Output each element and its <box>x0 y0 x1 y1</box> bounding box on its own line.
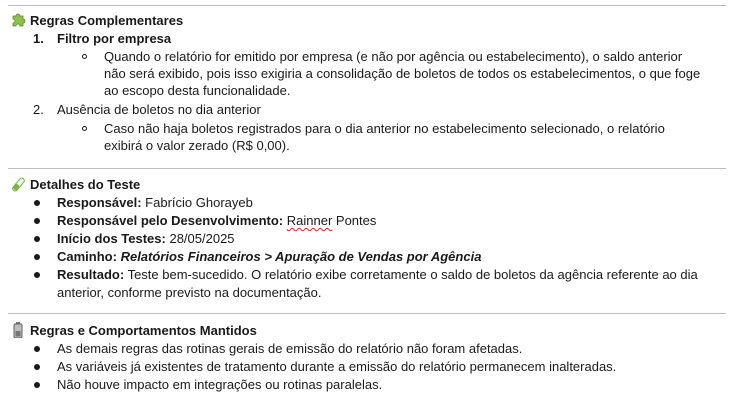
circle-bullet <box>82 126 87 131</box>
section-title-text: Detalhes do Teste <box>30 177 141 192</box>
battery-icon <box>10 322 28 338</box>
list-item: As variáveis já existentes de tratamento durante a emissão do relatório permanecem inalteradas. <box>57 359 617 374</box>
bullet <box>34 254 40 260</box>
section-title-text: Regras Complementares <box>30 13 184 28</box>
test-tester <box>57 194 253 211</box>
tester-value: Fabrício Ghorayeb <box>145 195 253 210</box>
dev-last-name: Pontes <box>335 213 377 228</box>
circle-bullet <box>82 54 87 59</box>
item-line: não será exibido, pois isso exigiria a consolidação de boletos de todos os estabelecimentos, o que foge <box>104 66 701 81</box>
result-text-cont: anterior, conforme previsto na documentação. <box>57 285 322 300</box>
test-tube-icon <box>10 176 28 192</box>
list-item: As demais regras das rotinas gerais de emissão do relatório não foram afetadas. <box>57 341 523 356</box>
dev-first-name: Rainner <box>286 213 333 228</box>
puzzle-icon <box>10 12 28 28</box>
bullet <box>34 364 40 370</box>
list-item: Não houve impacto em integrações ou rotinas paralelas. <box>57 377 383 392</box>
bullet <box>34 382 40 388</box>
bullet <box>34 218 40 224</box>
start-value: 28/05/2025 <box>169 231 235 246</box>
item-title: Filtro por empresa <box>57 31 172 46</box>
dev-label: Responsável pelo Desenvolvimento: <box>57 213 284 228</box>
path-value: Relatórios Financeiros > Apuração de Vendas por Agência <box>120 249 482 264</box>
list-number: 1. <box>33 31 44 46</box>
path-label: Caminho: <box>57 249 117 264</box>
bullet <box>34 272 40 278</box>
item-line: ao escopo desta funcionalidade. <box>104 83 291 98</box>
start-label: Início dos Testes: <box>57 231 166 246</box>
section-title-kept <box>10 322 257 339</box>
section-title-test <box>10 176 140 193</box>
section-title-rules <box>10 12 183 29</box>
list-number: 2. <box>33 102 44 117</box>
item-line: exibirá o valor zerado (R$ 0,00). <box>104 138 290 153</box>
test-start <box>57 230 235 247</box>
tester-label: Responsável: <box>57 195 142 210</box>
bullet <box>34 200 40 206</box>
test-result <box>57 266 698 283</box>
item-line: Quando o relatório for emitido por empresa (e não por agência ou estabelecimento), o saldo anterior <box>104 49 683 64</box>
result-label: Resultado: <box>57 267 125 282</box>
test-path <box>57 248 481 265</box>
divider-2 <box>8 313 726 314</box>
top-divider <box>8 5 726 6</box>
divider-1 <box>8 168 726 169</box>
section-title-text: Regras e Comportamentos Mantidos <box>30 323 257 338</box>
item-title: Ausência de boletos no dia anterior <box>57 102 261 117</box>
bullet <box>34 346 40 352</box>
bullet <box>34 236 40 242</box>
result-text: Teste bem-sucedido. O relatório exibe corretamente o saldo de boletos da agência referente ao dia <box>127 267 698 282</box>
item-line: Caso não haja boletos registrados para o dia anterior no estabelecimento selecionado, o relatório <box>104 121 665 136</box>
test-developer <box>57 212 376 229</box>
